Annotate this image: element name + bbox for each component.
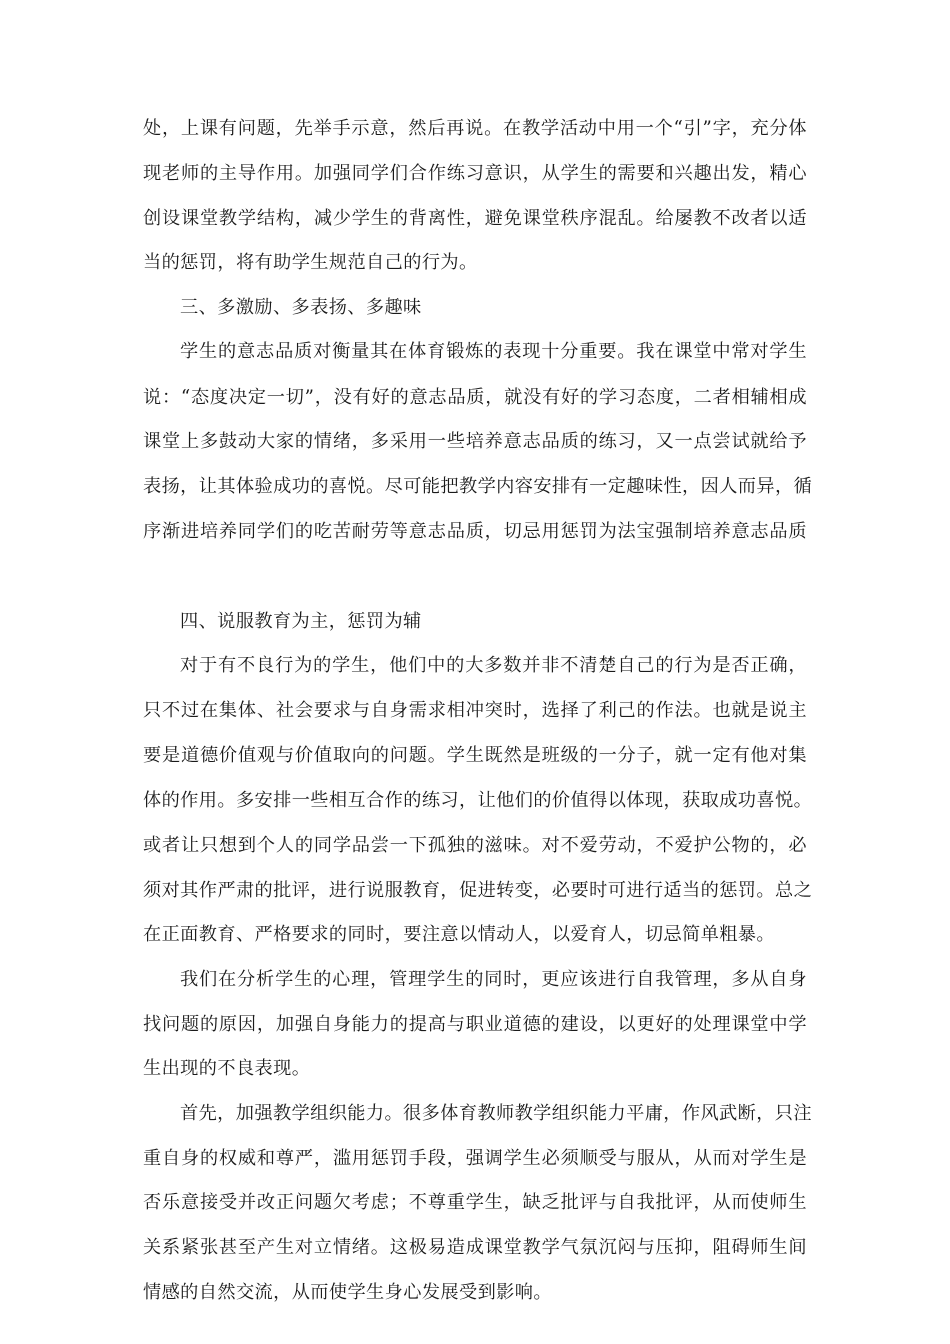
body-text-line: 否乐意接受并改正问题欠考虑；不尊重学生，缺乏批评与自我批评，从而使师生 <box>143 1192 807 1213</box>
body-text-line: 表扬，让其体验成功的喜悦。尽可能把教学内容安排有一定趣味性，因人而异，循 <box>143 476 813 497</box>
body-text-line: 学生的意志品质对衡量其在体育锻炼的表现十分重要。我在课堂中常对学生 <box>180 341 807 362</box>
body-text-line: 重自身的权威和尊严，滥用惩罚手段，强调学生必须顺受与服从，从而对学生是 <box>143 1148 807 1169</box>
body-text-line: 或者让只想到个人的同学品尝一下孤独的滋味。对不爱劳动，不爱护公物的，必 <box>143 835 807 856</box>
body-text-line: 要是道德价值观与价值取向的问题。学生既然是班级的一分子，就一定有他对集 <box>143 745 807 766</box>
body-text-line: 找问题的原因，加强自身能力的提高与职业道德的建设，以更好的处理课堂中学 <box>143 1014 807 1035</box>
body-text-line: 说：“态度决定一切”，没有好的意志品质，就没有好的学习态度，二者相辅相成 <box>143 387 807 408</box>
body-text-line: 首先，加强教学组织能力。很多体育教师教学组织能力平庸，作风武断，只注 <box>180 1103 812 1124</box>
section-heading: 三、多激励、多表扬、多趣味 <box>180 297 422 318</box>
body-text-line: 须对其作严肃的批评，进行说服教育，促进转变，必要时可进行适当的惩罚。总之 <box>143 880 813 901</box>
body-text-line: 我们在分析学生的心理，管理学生的同时，更应该进行自我管理，多从自身 <box>180 969 807 990</box>
section-heading: 四、说服教育为主，惩罚为辅 <box>180 611 422 632</box>
body-text-line: 在正面教育、严格要求的同时，要注意以情动人，以爱育人，切忌简单粗暴。 <box>143 924 775 945</box>
body-text-line: 创设课堂教学结构，减少学生的背离性，避免课堂秩序混乱。给屡教不改者以适 <box>143 208 807 229</box>
body-text-line: 关系紧张甚至产生对立情绪。这极易造成课堂教学气氛沉闷与压抑，阻碍师生间 <box>143 1237 807 1258</box>
body-text-line: 课堂上多鼓动大家的情绪，多采用一些培养意志品质的练习，又一点尝试就给予 <box>143 431 807 452</box>
body-text-line: 生出现的不良表现。 <box>143 1058 311 1079</box>
body-text-line: 处，上课有问题，先举手示意，然后再说。在教学活动中用一个“引”字，充分体 <box>143 118 807 139</box>
body-text-line: 体的作用。多安排一些相互合作的练习，让他们的价值得以体现，获取成功喜悦。 <box>143 790 813 811</box>
body-text-line: 只不过在集体、社会要求与自身需求相冲突时，选择了利己的作法。也就是说主 <box>143 700 807 721</box>
body-text-line: 情感的自然交流，从而使学生身心发展受到影响。 <box>143 1282 552 1303</box>
body-text-line: 对于有不良行为的学生，他们中的大多数并非不清楚自己的行为是否正确， <box>180 655 807 676</box>
body-text-line: 现老师的主导作用。加强同学们合作练习意识，从学生的需要和兴趣出发，精心 <box>143 163 807 184</box>
body-text-line: 当的惩罚，将有助学生规范自己的行为。 <box>143 252 478 273</box>
body-text-line: 序渐进培养同学们的吃苦耐劳等意志品质，切忌用惩罚为法宝强制培养意志品质 <box>143 521 807 542</box>
